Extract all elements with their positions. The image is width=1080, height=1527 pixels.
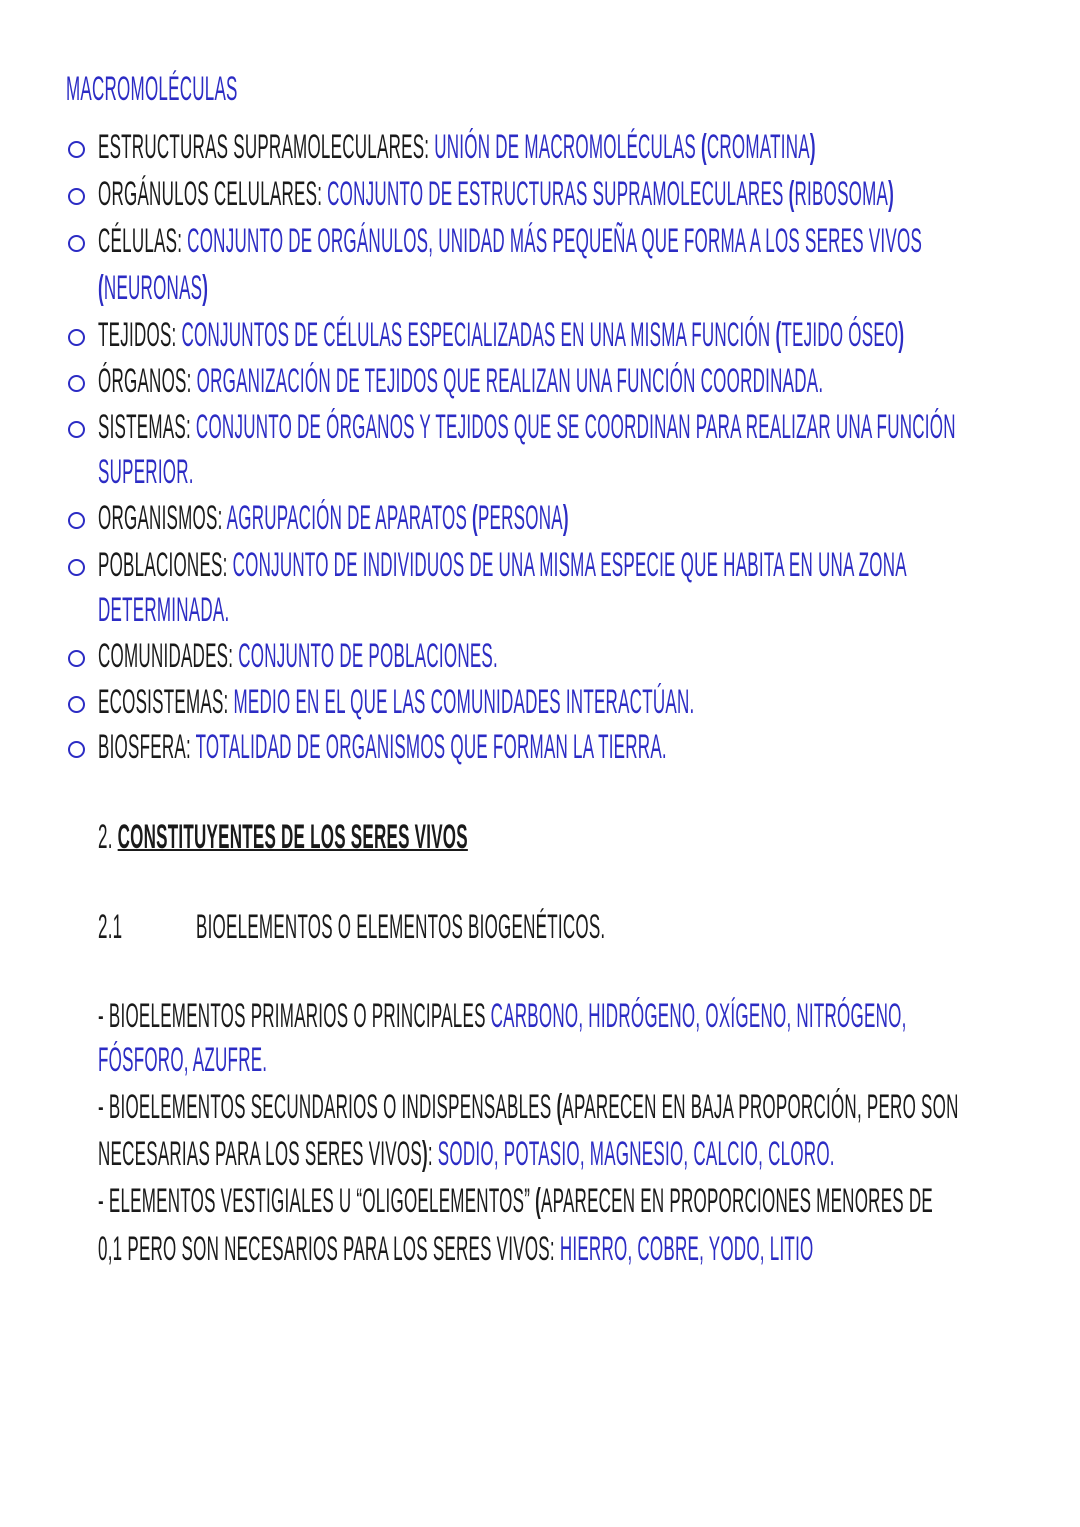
- bullet-icon: [68, 696, 85, 713]
- primary-label: - BIOELEMENTOS PRIMARIOS O PRINCIPALES: [98, 997, 486, 1035]
- bullet-icon: [68, 741, 85, 758]
- primary-line: [98, 999, 907, 1033]
- list-item: ESTRUCTURAS SUPRAMOLECULARES: UNIÓN DE MACROMOLÉCULAS (CROMATINA): [98, 128, 816, 166]
- section-heading: [98, 820, 468, 854]
- bullet-icon: [68, 329, 85, 346]
- item-label: SISTEMAS:: [98, 408, 191, 446]
- item-definition: CONJUNTOS DE CÉLULAS ESPECIALIZADAS EN UNA MISMA FUNCIÓN: [181, 316, 771, 354]
- item-label: POBLACIONES:: [98, 546, 228, 584]
- item-label: ECOSISTEMAS:: [98, 683, 229, 721]
- section-title: CONSTITUYENTES DE LOS SERES VIVOS: [117, 818, 468, 856]
- bullet-icon: [68, 141, 85, 158]
- list-item-cont: DETERMINADA.: [98, 591, 230, 629]
- item-example: CROMATINA: [706, 128, 810, 166]
- list-item: ORGÁNULOS CELULARES: CONJUNTO DE ESTRUCTURAS SUPRAMOLECULARES (RIBOSOMA): [98, 175, 895, 213]
- list-item: [98, 639, 498, 673]
- section-number: 2.: [98, 818, 113, 856]
- bullet-icon: [68, 375, 85, 392]
- item-definition: CONJUNTO DE ÓRGANOS Y TEJIDOS QUE SE COORDINAN PARA REALIZAR UNA FUNCIÓN: [195, 408, 956, 446]
- item-example: TEJIDO ÓSEO: [781, 316, 899, 354]
- item-definition: CONJUNTO DE ESTRUCTURAS SUPRAMOLECULARES: [327, 175, 784, 213]
- primary-list: CARBONO, HIDRÓGENO, OXÍGENO, NITRÓGENO,: [490, 997, 907, 1035]
- subsection-title: BIOELEMENTOS O ELEMENTOS BIOGENÉTICOS.: [196, 908, 606, 946]
- list-item: [98, 685, 694, 719]
- list-item: [98, 730, 667, 764]
- trace-note: APARECEN EN PROPORCIONES MENORES DE: [541, 1182, 933, 1220]
- trace-line: - ELEMENTOS VESTIGIALES U “OLIGOELEMENTOS” (APARECEN EN PROPORCIONES MENORES DE: [98, 1182, 933, 1220]
- bullet-icon: [68, 559, 85, 576]
- secondary-note: APARECEN EN BAJA PROPORCIÓN, PERO SON: [562, 1088, 959, 1126]
- item-example: RIBOSOMA: [794, 175, 889, 213]
- item-label: ESTRUCTURAS SUPRAMOLECULARES:: [98, 128, 430, 166]
- item-example: NEURONAS: [103, 269, 203, 307]
- item-definition: CONJUNTO DE INDIVIDUOS DE UNA MISMA ESPECIE QUE HABITA EN UNA ZONA: [232, 546, 907, 584]
- page-title: MACROMOLÉCULAS: [66, 70, 238, 108]
- item-definition: AGRUPACIÓN DE APARATOS: [226, 499, 468, 537]
- secondary-label: - BIOELEMENTOS SECUNDARIOS O INDISPENSABLES: [98, 1088, 552, 1126]
- item-definition: ORGANIZACIÓN DE TEJIDOS QUE REALIZAN UNA FUNCIÓN COORDINADA.: [196, 362, 824, 400]
- list-item: [98, 548, 907, 582]
- item-definition: UNIÓN DE MACROMOLÉCULAS: [434, 128, 696, 166]
- list-item: [98, 224, 922, 258]
- bullet-icon: [68, 421, 85, 438]
- item-definition: CONJUNTO DE POBLACIONES.: [238, 637, 498, 675]
- item-label: ORGÁNULOS CELULARES:: [98, 175, 323, 213]
- primary-list-cont: FÓSFORO, AZUFRE.: [98, 1041, 268, 1079]
- secondary-line-cont: NECESARIAS PARA LOS SERES VIVOS): SODIO, POTASIO, MAGNESIO, CALCIO, CLORO.: [98, 1135, 835, 1173]
- trace-label: - ELEMENTOS VESTIGIALES U “OLIGOELEMENTOS”: [98, 1182, 531, 1220]
- item-definition: TOTALIDAD DE ORGANISMOS QUE FORMAN LA TIERRA.: [195, 728, 667, 766]
- list-item-cont: (NEURONAS): [98, 269, 209, 307]
- secondary-list: SODIO, POTASIO, MAGNESIO, CALCIO, CLORO.: [437, 1135, 835, 1173]
- item-label: TEJIDOS:: [98, 316, 177, 354]
- item-definition: MEDIO EN EL QUE LAS COMUNIDADES INTERACTÚAN.: [233, 683, 695, 721]
- trace-line-cont: [98, 1232, 814, 1266]
- subsection-number: 2.1: [98, 908, 123, 946]
- bullet-icon: [68, 188, 85, 205]
- item-example: PERSONA: [477, 499, 563, 537]
- list-item-cont: SUPERIOR.: [98, 453, 194, 491]
- bullet-icon: [68, 650, 85, 667]
- list-item: TEJIDOS: CONJUNTOS DE CÉLULAS ESPECIALIZADAS EN UNA MISMA FUNCIÓN (TEJIDO ÓSEO): [98, 316, 905, 354]
- trace-note-cont: 0,1 PERO SON NECESARIOS PARA LOS SERES VIVOS:: [98, 1230, 555, 1268]
- item-label: COMUNIDADES:: [98, 637, 234, 675]
- bullet-icon: [68, 512, 85, 529]
- list-item: [98, 410, 956, 444]
- item-label: ORGANISMOS:: [98, 499, 223, 537]
- list-item: ORGANISMOS: AGRUPACIÓN DE APARATOS (PERSONA): [98, 499, 569, 537]
- trace-list: HIERRO, COBRE, YODO, LITIO: [559, 1230, 814, 1268]
- bullet-icon: [68, 235, 85, 252]
- item-label: CÉLULAS:: [98, 222, 183, 260]
- item-label: ÓRGANOS:: [98, 362, 192, 400]
- secondary-line: - BIOELEMENTOS SECUNDARIOS O INDISPENSABLES (APARECEN EN BAJA PROPORCIÓN, PERO SON: [98, 1088, 959, 1126]
- secondary-note-cont: NECESARIAS PARA LOS SERES VIVOS: [98, 1135, 422, 1173]
- item-definition: CONJUNTO DE ORGÁNULOS, UNIDAD MÁS PEQUEÑA QUE FORMA A LOS SERES VIVOS: [187, 222, 923, 260]
- list-item: [98, 364, 823, 398]
- item-label: BIOSFERA:: [98, 728, 191, 766]
